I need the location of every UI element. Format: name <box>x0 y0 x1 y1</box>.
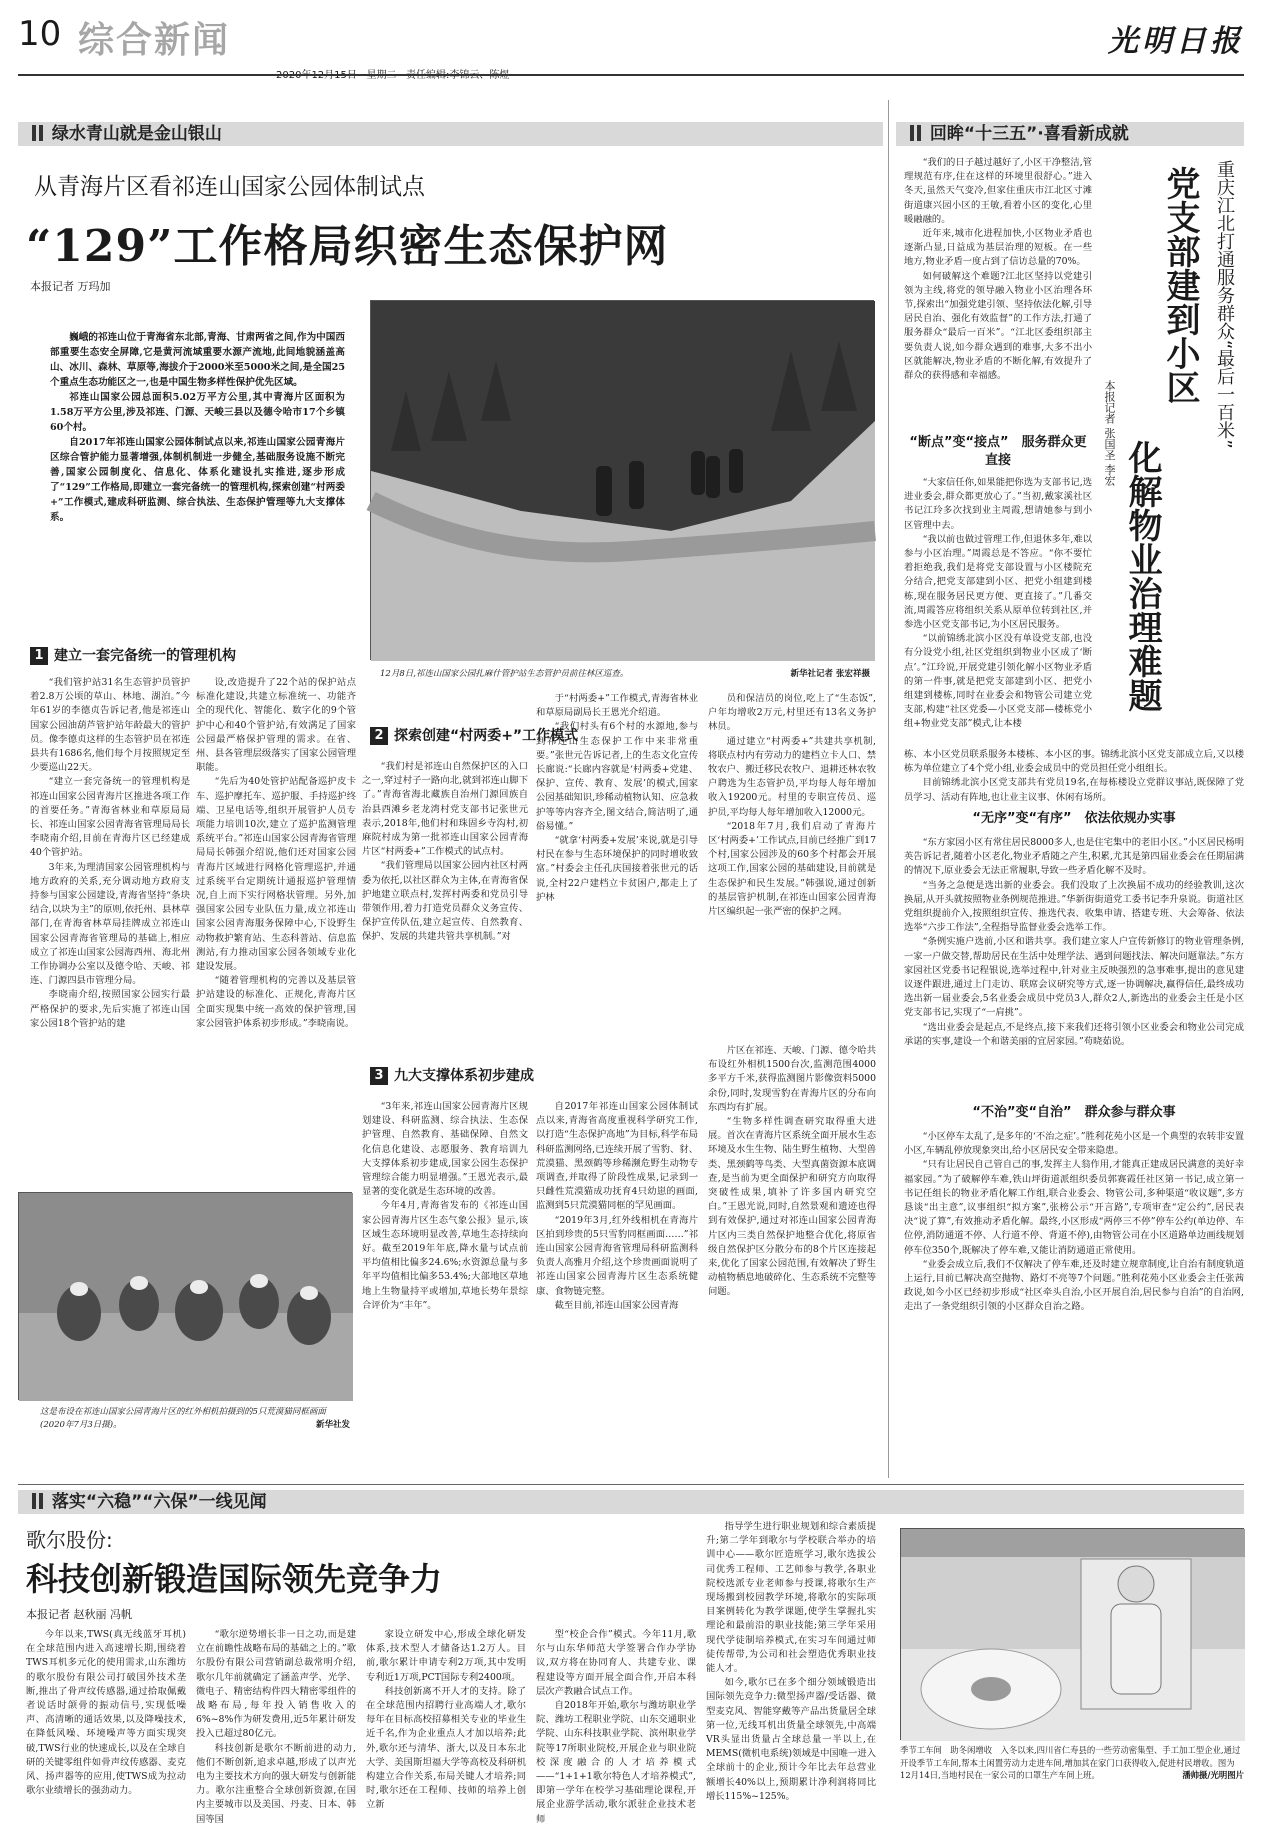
wildcat-photo <box>18 1192 352 1400</box>
section-banner <box>18 122 883 146</box>
paragraph: “大家信任你,如果能把你选为支部书记,选进业委会,群众都更放心了。”当初,戴家溪社区书记江玲多次找到业主周霞,想请她参与到小区管理中去。 <box>904 477 1092 531</box>
paragraph: 李晓南介绍,按照国家公园实行最严格保护的要求,先后实施了祁连山国家公园18个管护站的建 <box>30 989 190 1029</box>
banner-bar-icon <box>32 125 36 141</box>
article-column <box>708 692 876 919</box>
kicker: 从青海片区看祁连山国家公园体制试点 <box>34 174 425 200</box>
paragraph: 3年来,为理清国家公园管理机构与地方政府的关系,充分调动地方政府支持参与国家公园建设,青海省坚持“条块结合,以块为主”的原则,依托州、县林草部门,在青海省林草局挂牌成立祁连山国家公园青海省管理局的基础上,相应成立了祁连山国家公园海西州、海北州工作协调办公室以及德令哈、天峻、祁连、门源四县市管理分局。 <box>30 861 190 987</box>
paragraph: “小区停车太乱了,是多年的‘不治之症’。”胜利花苑小区是一个典型的农转非安置小区,车辆乱停放现象突出,给小区居民安全带来隐患。 <box>904 1131 1244 1157</box>
article-column <box>904 836 1244 1049</box>
photo-caption <box>900 1744 1244 1782</box>
paragraph: “业委会成立后,我们不仅解决了停车难,还及时建立规章制度,让自治有制度轨道上运行,目前已解决高空抛物、路灯不亮等7个问题。”胜利花苑小区业委会主任张茜政说,如今小区已经初步形成“社区牵头自治,小区开展自治,居民参与自治”的自治网,走出了一条党组织引领的小区群众自治之路。 <box>904 1258 1244 1313</box>
section-rule <box>18 1484 1244 1485</box>
photo-caption <box>40 1406 350 1432</box>
masthead <box>18 10 1244 70</box>
banner-label: 落实“六稳”“六保”一线见闻 <box>51 1492 267 1512</box>
banner-bar-icon <box>917 125 921 141</box>
banner-bar-icon <box>32 1493 36 1509</box>
photo-caption-text: 这是布设在祁连山国家公园青海片区的红外相机拍摄到的5只荒漠猫同框画面(2020年7月3日摄)。 <box>40 1407 326 1430</box>
paragraph: “建立一套完备统一的管理机构是祁连山国家公园青海片区推进各项工作的首要任务。”青海省林业和草原局局长、祁连山国家公园青海省管理局局长李晓南介绍,目前在青海片区已经建成40个管护站。 <box>30 776 190 859</box>
paragraph: 近年来,城市化进程加快,小区物业矛盾也逐渐凸显,日益成为基层治理的短板。在一些地方,物业矛盾一度占到了信访总量的70%。 <box>904 228 1092 268</box>
section-number: 3 <box>370 1067 388 1085</box>
section-number: 2 <box>370 727 388 745</box>
photo-caption <box>380 668 870 681</box>
desert-cat-image <box>19 1193 353 1401</box>
paragraph: “生物多样性调查研究取得重大进展。首次在青海片区系统全面开展水生态环境及水生生物、陆生野生植物、大型兽类、黑颈鹤等鸟类、大型真菌资源本底调查,是当前为更全面保护和研究方向取得突破性成果,填补了许多国内研究空白。”王恩光说,同时,自然景观和遗迹也得到有效保护,通过对祁连山国家公园青海片区内三类自然保护地整合优化,将原省级自然保护区分散分布的8个片区连接起来,优化了国家公园范围,有效解决了野生动植物栖息地破碎化、生态系统不完整等问题。 <box>708 1116 876 1298</box>
subheading: “不治”变“自治” 群众参与群众事 <box>972 1105 1176 1120</box>
paragraph: 栋、本小区党员联系服务本楼栋、本小区的事。锦绣北滨小区党支部成立后,又以楼栋为单位建立了4个党小组,业委会成员中的党员担任党小组组长。 <box>904 749 1244 775</box>
article-column <box>708 1044 876 1300</box>
vertical-headline: 化解物业治理难题 <box>1122 440 1162 712</box>
paragraph: “3年来,祁连山国家公园青海片区规划建设、科研监测、综合执法、生态保护管理、自然教育、基础保障、自然文化信息化建设、志愿服务、教育培训九大支撑体系初步建成,国家公园生态保护管理综合能力明显增强。”王恩光表示,最显著的变化就是生态环境的改善。 <box>362 1101 528 1198</box>
paragraph: “条例实施户选前,小区和谐共享。我们建立家人户宣传新修订的物业管理条例,一家一户做交替,帮助居民在生活中处理学法、遇到问题找法、解决问题靠法。”东方家园社区党委书记程银说,选举过程中,针对业主反映强烈的急事难事,提出的意见建议逐件跟进,通过上门走访、联席会议研究等方式,逐一协调解决,赢得信任,最终成功选出新一届业委会,5名业委会成员中党员3人,群众2人,新选出的业委会主任是小区党支部书记,实现了“一肩挑”。 <box>904 936 1244 1019</box>
section-banner <box>896 122 1244 146</box>
paragraph: “歌尔逆势增长非一日之功,而是建立在前瞻性战略布局的基础之上的。”歌尔股份有限公司营销副总裁常明介绍,歌尔几年前就确定了涵盖声学、光学、微电子、精密结构件四大精密零组件的战略布局,每年投入销售收入的6%~8%作为研发费用,近5年累计研发投入已超过80亿元。 <box>196 1629 356 1740</box>
photo-credit: 新华社发 <box>315 1420 350 1430</box>
paragraph: 科技创新离不开人才的支持。除了在全球范围内招聘行业高端人才,歌尔每年在目标高校招募相关专业的毕业生近千名,作为企业重点人才加以培养;此外,歌尔还与清华、浙大,以及日本东北大学、美国斯坦福大学等高校及科研机构建立合作关系,布局关键人才培养;同时,歌尔还在工程师、技师的培养上创立新 <box>366 1685 526 1811</box>
article-column <box>706 1520 876 1802</box>
paragraph: “只有让居民自己管自己的事,发挥主人翁作用,才能真正建成居民满意的美好幸福家园。”为了破解停车难,铁山坪街道派组织委员郭赛霞任社区第一书记,成立第一书记任组长的物业矛盾化解工作组,联合业委会、物管公司,多种渠道“收议题”,多方恳谈“出主意”,议事组织“拟方案”,张榜公示“开言路”,专项审查“定公约”,居民表决“说了算”,有效推动矛盾化解。最终,小区形成“两停三不停”停车公约(单边停、车位停,消防通道不停、人行道不停、背道不停),由物管公司在小区道路单边画线规划停车位350个,既解决了停车难,又能让消防通道正常使用。 <box>904 1159 1244 1256</box>
paragraph: 科技创新是歌尔不断前进的动力,他们不断创新,追求卓越,形成了以声光电为主要技术方向的强大研发与创新能力。歌尔注重整合全球创新资源,在国内主要城市以及美国、丹麦、日本、韩国等国 <box>196 1742 356 1825</box>
section-banner <box>18 1490 1244 1514</box>
subheading: “无序”变“有序” 依法依规办实事 <box>972 811 1176 826</box>
mask-workshop-image <box>901 1529 1245 1741</box>
paragraph: “先后为40处管护站配备巡护皮卡车、巡护摩托车、巡护服、手持巡护终端、卫星电话等,组织开展管护人员专项能力培训10次,建立了巡护监测管理系统平台。”祁连山国家公园青海省管理局局长韩强介绍说,他们还对国家公园青海片区域进行网格化管理巡护,并通过系统平台定期统计通报巡护管理情况,自上而下实行网格状管理。另外,加强国家公园专业队伍力量,成立祁连山国家公园青海服务保障中心,下设野生动物救护繁育站、生态科普站、信息监测站,有力推动国家公园各领域专业化建设发展。 <box>196 776 356 973</box>
paragraph: 今年4月,青海省发布的《祁连山国家公园青海片区生态气象公报》显示,该区域生态环境明显改善,草地生态持续向好。截至2019年年底,降水量与试点前平均值相比偏多24.6%;水资源总量与多年平均值相比偏多53.4%;大部地区草地地上生物量持平或增加,草地长势年景综合评价为“丰年”。 <box>362 1200 528 1311</box>
article-column <box>904 156 1092 383</box>
paragraph: 片区在祁连、天峻、门源、德令哈共布设红外相机1500台次,监测范围4000多平方千米,获得监测图片影像资料5000余份,同时,发现雪豹在青海片区的分布向东西均有扩展。 <box>708 1045 876 1113</box>
paragraph: “我们管护站31名生态管护员管护着2.8万公顷的草山、林地、湖泊。”今年61岁的李德贞告诉记者,他是祁连山国家公园油葫芦管护站年龄最大的管护员。像李德贞这样的生态管护员在祁连县共有1686名,他们每个月按照规定至少要巡山22天。 <box>30 677 190 774</box>
byline: 本报记者 万玛加 <box>30 280 111 293</box>
section-heading-label: 探索创建“村两委+”工作模式 <box>394 728 579 744</box>
banner-bar-icon <box>39 1493 43 1509</box>
paragraph: “2018年7月,我们启动了青海片区‘村两委+’工作试点,目前已经推广到17个村,国家公园涉及的60多个村都会开展这项工作,国家公园的基础建设,目前就是生态保护和民生发展。”韩强说,通过创新的基层管护机制,在祁连山国家公园青海片区编织起一张严密的保护之网。 <box>708 820 876 918</box>
article-column <box>196 1628 356 1825</box>
article-column <box>536 1628 696 1825</box>
section-heading-label: 建立一套完备统一的管理机构 <box>54 648 236 664</box>
forest-patrol-image <box>371 301 875 661</box>
paragraph: 员和保洁员的岗位,吃上了“生态饭”,户年均增收2万元,村里还有13名义务护林员。 <box>708 693 876 733</box>
paragraph: 通过建立“村两委+”共建共享机制,将联点村内有劳动力的建档立卡人口、禁牧农户、搬迁移民农牧户、退耕还林农牧户聘选为生态管护员,平均每人每年增加收入19200元。村里的专职宣传员、巡护员,平均每人每年增加收入12000元。 <box>708 735 876 818</box>
paragraph: “随着管理机构的完善以及基层管护站建设的标准化、正规化,青海片区全面实现集中统一高效的保护管理,国家公园管护体系初步形成。”李晓南说。 <box>196 975 356 1029</box>
kicker: 歌尔股份: <box>26 1528 113 1552</box>
article-column <box>904 476 1092 732</box>
newspaper-logo: 光明日报 <box>1108 24 1244 59</box>
paragraph: “2019年3月,红外线相机在青海片区拍到珍贵的5只雪豹同框画面……”祁连山国家公园青海省管理局科研监测科负责人高雅月介绍,这个珍贵画面说明了祁连山国家公园青海片区生态系统健康、食物链完整。 <box>536 1214 698 1297</box>
article-column <box>904 1130 1244 1315</box>
paragraph: “我以前也做过管理工作,但退休多年,难以参与小区治理。”周霞总是不答应。“你不要忙着拒绝我,我们是将党支部设置与小区楼院充分结合,把党支部建到小区、把党小组建到楼栋,现在服务居民更方便、更直接了。”几番交流,周霞答应将组织关系从原单位转到社区,并参选小区党支部书记,为小区居民服务。 <box>904 533 1092 631</box>
headline: “129”工作格局织密生态保护网 <box>26 221 669 272</box>
paragraph: 如今,歌尔已在多个细分领域锻造出国际领先竞争力:微型扬声器/受话器、微型麦克风、智能穿戴等产品出货量居全球第一位,无线耳机出货量全球领先,中高端VR头显出货量占全球总量一半以上,在MEMS(微机电系统)领域是中国唯一进入全球前十的企业,预计今年比去年总营业额增长40%以上,预期累计净利润将同比增长115%~125%。 <box>706 1677 876 1802</box>
vertical-kicker: 重庆江北打通服务群众“最后一百米” <box>1214 160 1235 449</box>
photo-credit: 新华社记者 张宏祥摄 <box>790 669 870 679</box>
subheading: “断点”变“接点” 服务群众更直接 <box>909 435 1087 468</box>
paragraph: “当务之急便是选出新的业委会。我们没取了上次换届不成功的经验教训,这次换届,从开头就按照物业条例规范推进。”华新街街道党工委书记李升泉说。街道社区党组织提前介入,按照组织宣传、推选代表、收集申请、搭建专班、大会筹备、依法选举“六步工作法”,全程指导监督业委会选举工作。 <box>904 879 1244 934</box>
paragraph: 自2018年开始,歌尔与潍坊职业学院、潍坊工程职业学院、山东交通职业学院、山东科技职业学院、滨州职业学院等17所职业院校,开展企业与职业院校深度融合的人才培养模式——“1+1+1歌尔特色人才培养模式”,即第一学年在校学习基础理论课程,开展企业游学活动,歌尔派驻企业技术老师 <box>536 1700 696 1825</box>
paragraph: “我们村头有6个村的水源地,参与到祁连山生态保护工作中来非常重要。”张世元告诉记者,上的生态文化宣传长廊说:“长廊内容就是‘村两委+党建、保护、宣传、教育、发展’的模式,国家公园基础知识,珍稀动植物认知、应急救护等等内容齐全,图文结合,简洁明了,通俗易懂。” <box>536 721 698 832</box>
photo-credit: 潘帅摄/光明图片 <box>1182 1770 1244 1780</box>
paragraph: “我们的日子越过越好了,小区干净整洁,管理规范有序,住在这样的环境里很舒心。”进入冬天,虽然天气变冷,但家住重庆市江北区寸滩街道康兴园小区的王敏,看着小区的变化,心里暖融融的。 <box>904 157 1092 225</box>
photo-caption-text: 季节工车间 助冬闲增收 入冬以来,四川省仁寿县的一些劳动密集型、手工加工型企业,通过开设季节工车间,帮本土闲置劳动力走进车间,增加其在家门口获得收入,促进村民增收。图为12月14日,当地村民在一家公司的口罩生产车间上班。 <box>900 1745 1241 1780</box>
section-heading <box>30 646 300 666</box>
vertical-headline: 党支部建到小区 <box>1160 166 1200 404</box>
paragraph: “就拿‘村两委+发展’来说,就是引导村民在参与生态环境保护的同时增收致富。”村委会主任孔庆国接着张世元的话说,全村22户建档立卡贫困户,都走上了护林 <box>536 835 698 903</box>
article-column <box>536 692 698 905</box>
paragraph: “我们村是祁连山自然保护区的入口之一,穿过村子一路向北,就到祁连山脚下了。”青海省海北藏族自治州门源回族自治县西滩乡老龙湾村党支部书记张世元表示,2018年,他们村和珠固乡寺沟村,初麻院村成为第一批祁连山国家公园青海片区“村两委+”工作模式的试点村。 <box>362 761 528 858</box>
paragraph: 今年以来,TWS(真无线蓝牙耳机)在全球范围内进入高速增长期,围绕着TWS耳机多元化的使用需求,山东潍坊的歌尔股份有限公司打破国外技术垄断,推出了骨声纹传感器,通过拾取佩戴者说话时颌骨的振动信号,实现低噪声、高清晰的通话效果,以及降噪技术,在降低风噪、环境噪声等方面实现突破,TWS行业的快速成长,以及在全球自研的关键零组件如骨声纹传感器、麦克风、扬声器等的应用,使TWS成为拉动歌尔业绩增长的强劲动力。 <box>26 1629 186 1797</box>
lead-paragraphs <box>50 330 345 525</box>
column-divider <box>888 100 889 1478</box>
section-number: 1 <box>30 647 48 665</box>
byline: 本报记者 赵秋丽 冯帆 <box>26 1608 132 1621</box>
vertical-byline: 本报记者 张国圣 李宏 <box>1103 380 1116 486</box>
article-column <box>26 1628 186 1797</box>
paragraph: “以前锦绣北滨小区没有单设党支部,也没有分设党小组,社区党组织到物业小区成了‘断点’。”江玲说,开展党建引领化解小区物业矛盾的第一件事,就是把党支部建到小区、把党小组建到楼栋,同时在业委会和物管公司建立党支部,构建“社区党委—小区党支部—楼栋党小组+物业党支部”模式,让本楼 <box>904 633 1092 730</box>
photo-caption-text: 12月8日,祁连山国家公园扎麻什管护站生态管护员前往林区巡查。 <box>380 669 629 679</box>
paragraph: 于“村两委+”工作模式,青海省林业和草原局副局长王恩光介绍道。 <box>536 693 698 719</box>
section-heading-label: 九大支撑体系初步建成 <box>394 1068 534 1084</box>
paragraph: 设,改造提升了22个站的保护站点标准化建设,共建立标准统一、功能齐全的现代化、智能化、数字化的9个管护中心和40个管护站,有效满足了国家公园最严格保护管理的需求。在省、州、县各管理层级落实了国家公园管理职能。 <box>196 677 356 774</box>
article-column <box>362 760 528 945</box>
paragraph: 自2017年祁连山国家公园体制试点以来,青海省高度重视科学研究工作,以打造“生态保护高地”为目标,科学布局科研监测网络,已连续开展了雪豹、豺、荒漠猫、黑颈鹤等珍稀濒危野生动物专项调查,并取得了阶段性成果,记录到一只雌性荒漠猫成功抚育4只幼崽的画面,监测到5只荒漠猫同框的罕见画面。 <box>536 1101 698 1212</box>
paragraph: 型“校企合作”模式。今年11月,歌尔与山东华师范大学签署合作办学协议,双方将在协同育人、共建专业、课程建设等方面开展全面合作,开启本科层次产教融合试点工作。 <box>536 1629 696 1697</box>
article-column <box>536 1100 698 1313</box>
lead-paragraph: 祁连山国家公园总面积5.02万平方公里,其中青海片区面积为1.58万平方公里,涉及祁连、门源、天峻三县以及德令哈市17个乡镇60个村。 <box>50 392 345 433</box>
paragraph: 目前锦绣北滨小区党支部共有党员19名,在每栋楼设立党群议事站,既保障了党员学习、活动有阵地,也让业主议事、休闲有场所。 <box>904 777 1244 803</box>
article-column <box>904 748 1244 805</box>
banner-label: 绿水青山就是金山银山 <box>51 124 222 144</box>
article-column <box>362 1100 528 1313</box>
banner-label: 回眸“十三五”·喜看新成就 <box>929 124 1129 144</box>
page-number: 10 <box>18 14 62 54</box>
banner-bar-icon <box>39 125 43 141</box>
paragraph: “我们管理局以国家公园内社区村两委为依托,以社区群众为主体,在青海省保护地建立联点村,发挥村两委和党员引导带领作用,着力打造党员群众义务宣传、保护宣传队伍,建立起宣传、自然教育、保护、发展的共建共管共享机制。”对 <box>362 860 528 943</box>
lead-paragraph: 自2017年祁连山国家公园体制试点以来,祁连山国家公园青海片区综合管护能力显著增强,体制机制进一步健全,基础服务设施不断完善,国家公园制度化、信息化、体系化建设扎实推进,逐步形成了“129”工作格局,即建立一套完备统一的管理机构,探索创建“村两委+”工作模式,建成科研监测、综合执法、生态保护管理等九大支撑体系。 <box>50 437 345 523</box>
paragraph: 截至目前,祁连山国家公园青海 <box>554 1299 679 1311</box>
paragraph: “选出业委会是起点,不是终点,接下来我们还将引领小区业委会和物业公司完成承诺的实事,建设一个和谐美丽的宜居家园。”苟晓茹说。 <box>904 1021 1244 1047</box>
article-column <box>196 676 356 1031</box>
paragraph: 指导学生进行职业规划和综合素质提升;第二学年到歌尔与学校联合举办的培训中心——歌尔匠造班学习,歌尔选拔公司优秀工程师、工艺师参与教学,各职业院校选派专业老师参与授课,将歌尔生产现场搬到校园教学环境,将歌尔的实际项目案例转化为教学课题,使学生掌握扎实理论和最前沿的职业技能;第三学年采用现代学徒制培养模式,在实习车间通过师徒传帮带,为公司和社会塑造优秀职业技能人才。 <box>706 1521 876 1675</box>
lead-paragraph: 巍峨的祁连山位于青海省东北部,青海、甘肃两省之间,作为中国西部重要生态安全屏障,它是黄河流域重要水源产流地,此间地貌涵盖高山、冰川、森林、草原等,海拔介于2000米至5000米之间,是全国25个重点生态功能区之一,也是中国生物多样性保护优先区域。 <box>50 332 345 388</box>
paragraph: 如何破解这个难题?江北区坚持以党建引领为主线,将党的领导融入物业小区治理各环节,探索出“加强党建引领、坚持依法化解,引导居民自治、强化有效监督”的工作方法,打通了服务群众“最后一百米”。“江北区委组织部主要负责人说,如今群众遇到的难事,大多不出小区就能解决,物业矛盾的不断化解,有效提升了群众的获得感和幸福感。 <box>904 270 1092 382</box>
paragraph: 家设立研发中心,形成全球化研发体系,技术型人才储备达1.2万人。目前,歌尔累计申请专利2万项,其中发明专利近1万项,PCT国际专利2400项。 <box>366 1629 526 1683</box>
section-title: 综合新闻 <box>78 20 231 61</box>
masthead-rule <box>18 74 1244 76</box>
factory-photo <box>900 1528 1244 1740</box>
section-heading <box>370 1066 650 1086</box>
banner-bar-icon <box>910 125 914 141</box>
headline: 科技创新锻造国际领先竞争力 <box>26 1560 443 1598</box>
paragraph: “东方家园小区有常住居民8000多人,也是住宅集中的老旧小区。”小区居民杨明英告诉记者,随着小区老化,物业矛盾随之产生,积累,尤其是第四届业委会在任期届满的情况下,原业委会无法正常履职,导致一些矛盾化解不及时。 <box>904 837 1244 877</box>
patrol-photo <box>370 300 874 660</box>
article-column <box>30 676 190 1031</box>
article-column <box>366 1628 526 1811</box>
